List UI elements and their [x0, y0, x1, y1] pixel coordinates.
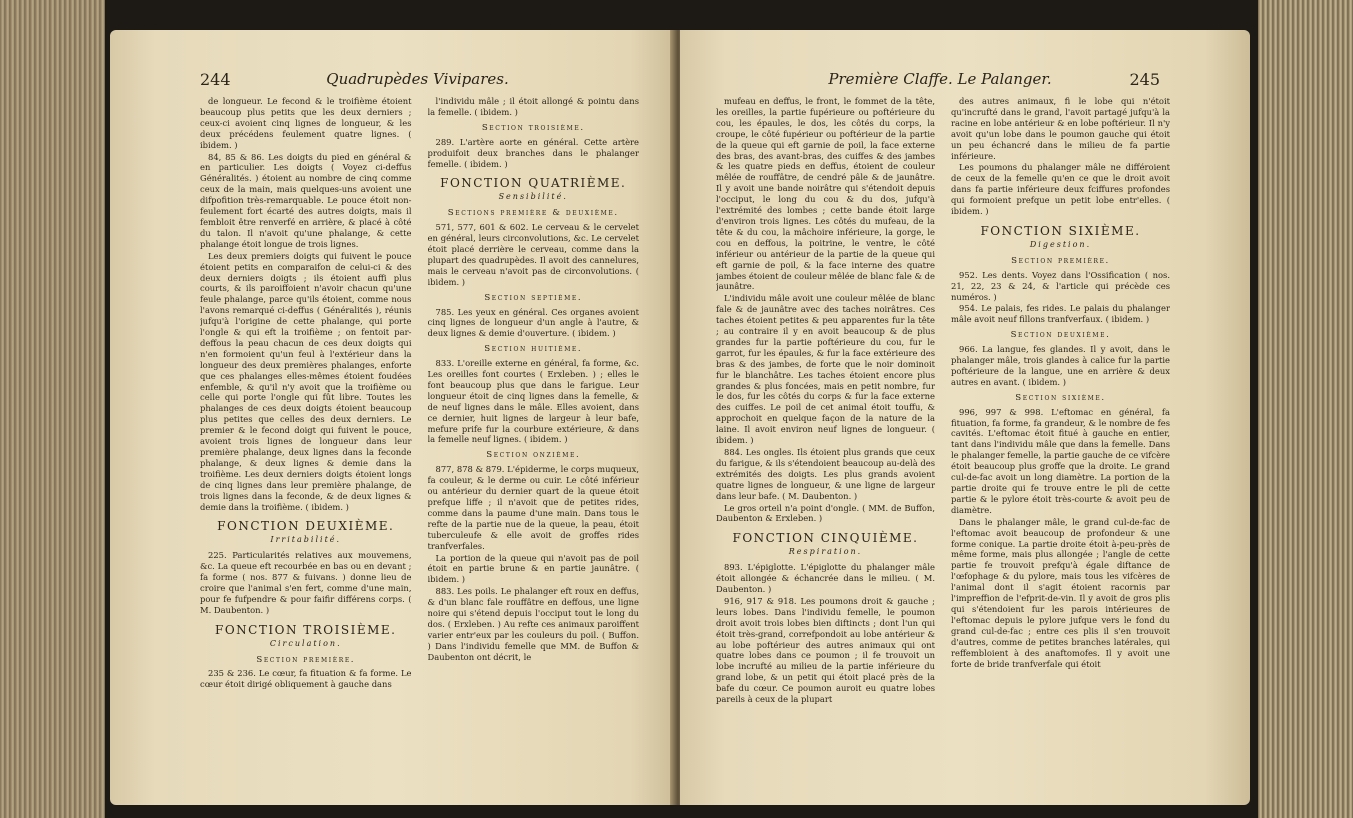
section-heading: Section troisième. [481, 122, 585, 133]
paragraph: 966. La langue, fes glandes. Il y avoit, dans le phalanger mâle, trois glandes à calice fur la partie poftérieure de la langue, une en arrière & deux autres en avant. ( ibidem. ) [951, 344, 1170, 387]
paragraph: L'individu mâle avoit une couleur mêlée de blanc fale & de jaunâtre avec des taches noirâtres. Ces taches étoient petites & peu apparentes fur la tête ; au contraire il y en avoit beaucoup & de plus grandes fur la partie poftérieure du cou, fur le garrot, fur les épaules, & fur la face extérieure des bras & des jambes, de forte que le noir dominoit fur le blanchâtre. Les taches étoient encore plus grandes & plus foncées, mais en petit nombre, fur le dos, fur les côtés du corps & fur la face externe des cuiffes. Le poil de cet animal étoit touffu, & approchoit en quelque façon de la nature de la laine. Il avoit environ neuf lignes de longueur. ( ibidem. ) [716, 293, 935, 446]
paragraph: 225. Particularités relatives aux mouvemens, &c. La queue eft recourbée en bas ou en devant ; fa forme ( nos. 877 & fuivans. ) donne lieu de croire que l'animal s'en fert, comme d'une main, pour fe fufpendre & pour faifir différens corps. ( M. Daubenton. ) [200, 550, 412, 615]
paragraph: 785. Les yeux en général. Ces organes avoient cinq lignes de longueur d'un angle à l'autre, & deux lignes & demie d'ouverture. ( ibidem. ) [427, 306, 639, 339]
paragraph: 289. L'artère aorte en général. Cette artère produifoit deux branches dans le phalanger femelle. ( ibidem. ) [427, 136, 639, 169]
left-column-2 [428, 96, 640, 775]
function-heading: FONCTION DEUXIÈME. [217, 519, 395, 534]
paragraph: 916, 917 & 918. Les poumons droit & gauche ; leurs lobes. Dans l'individu femelle, le poumon droit avoit trois lobes bien diftincts ; dont l'un qui étoit très-grand, correfpondoit au lobe antérieur & au lobe poftérieur des autres animaux qui ont quatre lobes dans ce poumon ; il fe trouvoit un lobe incrufté au milieu de la partie inférieure du grand lobe, & un petit qui étoit placé près de la bafe du cœur. Ce poumon auroit eu quatre lobes pareils à ceux de la plupart [716, 595, 935, 705]
paragraph: des autres animaux, fi le lobe qui n'étoit qu'incrufté dans le grand, l'avoit partagé jufqu'à la racine en lobe antérieur & en lobe poftérieur. Il n'y avoit qu'un lobe dans le poumon gauche qui étoit un peu échancré dans le milieu de fa partie inférieure. [951, 96, 1170, 161]
paragraph: 235 & 236. Le cœur, fa fituation & fa forme. Le cœur étoit dirigé obliquement à gauche dans [200, 668, 412, 690]
right-running-head [720, 70, 1160, 94]
function-subheading: Irritabilité. [270, 535, 342, 545]
section-heading: Section huitième. [484, 344, 583, 355]
paragraph: de longueur. Le fecond & le troifième étoient beaucoup plus petits que les deux derniers ; ceux-ci avoient cinq lignes de longueur, & les deux précédens feulement quatre lignes. ( ibidem. ) [200, 96, 412, 150]
paragraph: 884. Les ongles. Ils étoient plus grands que ceux du farigue, & ils s'étendoient beaucoup au-delà des extrémités des doigts. Les plus grands avoient quatre lignes de longueur, & une ligne de largeur dans leur bafe. ( M. Daubenton. ) [716, 447, 935, 501]
function-heading: FONCTION QUATRIÈME. [440, 176, 627, 191]
paragraph: Le gros orteil n'a point d'ongle. ( MM. de Buffon, Daubenton & Erxleben. ) [716, 502, 935, 524]
section-heading: Section deuxième. [1010, 330, 1111, 341]
paragraph: 893. L'épiglotte. L'épiglotte du phalanger mâle étoit allongée & échancrée dans le milieu. ( M. Daubenton. ) [716, 562, 935, 594]
paragraph: 883. Les poils. Le phalanger eft roux en deffus, & d'un blanc fale rouffâtre en deffous, une ligne noire qui s'étend depuis l'occiput tout le long du dos. ( Erxleben. ) Au refte ces animaux paroiffent varier entr'eux par les couleurs du poil. ( Buffon. ) Dans l'individu femelle que MM. de Buffon & Daubenton ont décrit, le [427, 586, 639, 662]
page-number-left: 244 [200, 70, 231, 89]
section-heading: Section sixième. [1015, 392, 1106, 403]
page-number-right: 245 [1129, 70, 1160, 89]
paragraph: 954. Le palais, fes rides. Le palais du phalanger mâle avoit neuf fillons tranfverfaux. ( ibidem. ) [951, 303, 1170, 325]
paragraph: Dans le phalanger mâle, le grand cul-de-fac de l'eftomac avoit beaucoup de profondeur & une forme conique. La partie droite étoit à-peu-près de même forme, mais plus allongée ; l'angle de cette partie fe trouvoit prefqu'à égale diftance de l'œfophage & du pylore, mais tous les vifcères de l'animal dont il s'agit étoient racornis par l'impreffion de l'efprit-de-vin. Il y avoit de gros plis qui s'étendoient fur les parois intérieures de l'eftomac depuis le pylore jufque vers le fond du grand cul-de-fac ; entre ces plis il s'en trouvoit d'autres, comme de petites branches latérales, qui reffembloient à des anaftomofes. Il y avoit une forte de bride tranfverfale qui étoit [951, 516, 1170, 669]
function-subheading: Circulation. [269, 638, 342, 648]
paragraph: Les poumons du phalanger mâle ne différoient de ceux de la femelle qu'en ce que le droit avoit dans fa partie inférieure deux fciffures profondes qui formoient prefque un petit lobe entr'elles. ( ibidem. ) [951, 162, 1170, 217]
right-page-columns [716, 96, 1170, 775]
paragraph: 877, 878 & 879. L'épiderme, le corps muqueux, fa couleur, & le derme ou cuir. Le côté inférieur ou antérieur du dernier quart de la queue étoit prefque liffe ; il n'avoit que de petites rides, comme dans la paume d'une main. Dans tous le refte de la partie nue de la queue, la peau, étoit tuberculeufe & elle avoit de groffes rides tranfverfales. [427, 464, 639, 551]
right-running-title: Première Claffe. Le Palanger. [828, 70, 1052, 88]
section-heading: Section première. [1011, 255, 1110, 266]
left-page-columns [200, 96, 639, 775]
left-running-title: Quadrupèdes Vivipares. [326, 70, 509, 88]
function-heading: FONCTION TROISIÈME. [215, 622, 397, 637]
section-heading: Section première. [256, 654, 356, 665]
left-page [110, 30, 675, 805]
paragraph: La portion de la queue qui n'avoit pas de poil étoit en partie brune & en partie jaunâtre. ( ibidem. ) [427, 552, 639, 585]
book-right-page-edges [1258, 0, 1353, 818]
paragraph: mufeau en deffus, le front, le fommet de la tête, les oreilles, la partie fupérieure ou poftérieure du cou, les épaules, le dos, les côtés du corps, la croupe, le côté fupérieur ou poftérieur de la partie de la queue qui eft garnie de poil, la face externe des bras, des avant-bras, des cuiffes & des jambes & les quatre pieds en deffus, étoient de couleur mêlée de rouffâtre, de cendré pâle & de jaunâtre. Il y avoit une bande noirâtre qui s'étendoit depuis l'occiput, le long du cou & du dos, jufqu'à l'extrémité des lombes ; cette bande étoit large d'environ trois lignes. Les côtés du mufeau, de la tête & du cou, la mâchoire inférieure, la gorge, le cou en deffous, la poitrine, le ventre, le côté inférieur ou antérieur de la partie de la queue qui eft garnie de poil, & la face interne des quatre jambes étoient de couleur mêlée de blanc fale & de jaunâtre. [716, 96, 935, 292]
function-subheading: Sensibilité. [498, 192, 568, 202]
left-running-head [200, 70, 635, 94]
section-heading: Section septième. [484, 292, 583, 303]
right-column-2 [951, 96, 1170, 775]
section-heading: Sections première & deuxième. [447, 208, 619, 219]
book-left-page-edges [0, 0, 105, 818]
right-column-1 [716, 96, 935, 775]
paragraph: 84, 85 & 86. Les doigts du pied en général & en particulier. Les doigts ( Voyez ci-deffus Généralités. ) étoient au nombre de cinq comme ceux de la main, mais quelques-uns avoient une difpofition très-remarquable. Le pouce étoit non-feulement fort écarté des autres doigts, mais il fembloit être renverfé en arrière, & placé à côté du talon. Il n'avoit qu'une phalange, & cette phalange étoit longue de trois lignes. [200, 151, 412, 249]
paragraph: 833. L'oreille externe en général, fa forme, &c. Les oreilles font courtes ( Erxleben. ) ; elles le font beaucoup plus que dans le farigue. Leur longueur étoit de cinq lignes dans la femelle, & de neuf lignes dans le mâle. Elles avoient, dans ce dernier, huit lignes de largeur à leur bafe, mefure prife fur la courbure extérieure, & dans la femelle neuf lignes. ( ibidem. ) [427, 358, 639, 445]
function-heading: FONCTION CINQUIÈME. [732, 531, 919, 546]
right-page [680, 30, 1250, 805]
paragraph: Les deux premiers doigts qui fuivent le pouce étoient petits en comparaifon de celui-ci & des deux derniers doigts ; ils étoient auffi plus courts, & ils paroiffoient n'avoir chacun qu'une feule phalange, parce qu'ils étoient, comme nous l'avons remarqué ci-deffus ( Généralités ), réunis jufqu'à l'origine de cette phalange, qui porte l'ongle & qui eft la troifième ; on fentoit par-deffous la peau chacun de ces deux doigts qui n'en formoient qu'un feul à l'extérieur dans la longueur des deux premières phalanges, enforte que ces phalanges elles-mêmes étoient foudées enfemble, & qu'il n'y avoit que la troifième ou celle qui porte l'ongle qui fût libre. Toutes les phalanges de ces deux doigts étoient beaucoup plus petites que celles des deux derniers. Le premier & le fecond doigt qui fuivent le pouce, avoient trois lignes de longueur dans leur première phalange, deux lignes dans la feconde phalange, & deux lignes & demie dans la troifième. Les deux derniers doigts étoient longs de cinq lignes dans leur première phalange, de trois lignes dans la feconde, & de deux lignes & demie dans la troifième. ( ibidem. ) [200, 250, 412, 512]
function-heading: FONCTION SIXIÈME. [980, 223, 1141, 238]
left-column-1 [200, 96, 412, 775]
paragraph: 952. Les dents. Voyez dans l'Ossification ( nos. 21, 22, 23 & 24, & l'article qui précède ces numéros. ) [951, 269, 1170, 302]
paragraph: l'individu mâle ; il étoit allongé & pointu dans la femelle. ( ibidem. ) [427, 96, 639, 117]
function-subheading: Digestion. [1029, 239, 1092, 249]
function-subheading: Respiration. [788, 547, 863, 557]
section-heading: Section onzième. [486, 450, 581, 461]
paragraph: 996, 997 & 998. L'eftomac en général, fa fituation, fa forme, fa grandeur, & le nombre de fes cavités. L'eftomac étoit fitué à gauche en entier, tant dans l'individu mâle que dans la femelle. Dans le phalanger femelle, la partie gauche de ce vifcère étoit beaucoup plus groffe que la droite. Le grand cul-de-fac avoit un long diamètre. La portion de la partie droite qui fe trouve entre le pli de cette partie & le pylore étoit très-courte & avoit peu de diamètre. [951, 406, 1170, 515]
paragraph: 571, 577, 601 & 602. Le cerveau & le cervelet en général, leurs circonvolutions, &c. Le cervelet étoit placé derrière le cerveau, comme dans la plupart des quadrupèdes. Il avoit des cannelures, mais le cerveau n'avoit pas de circonvolutions. ( ibidem. ) [427, 222, 639, 287]
